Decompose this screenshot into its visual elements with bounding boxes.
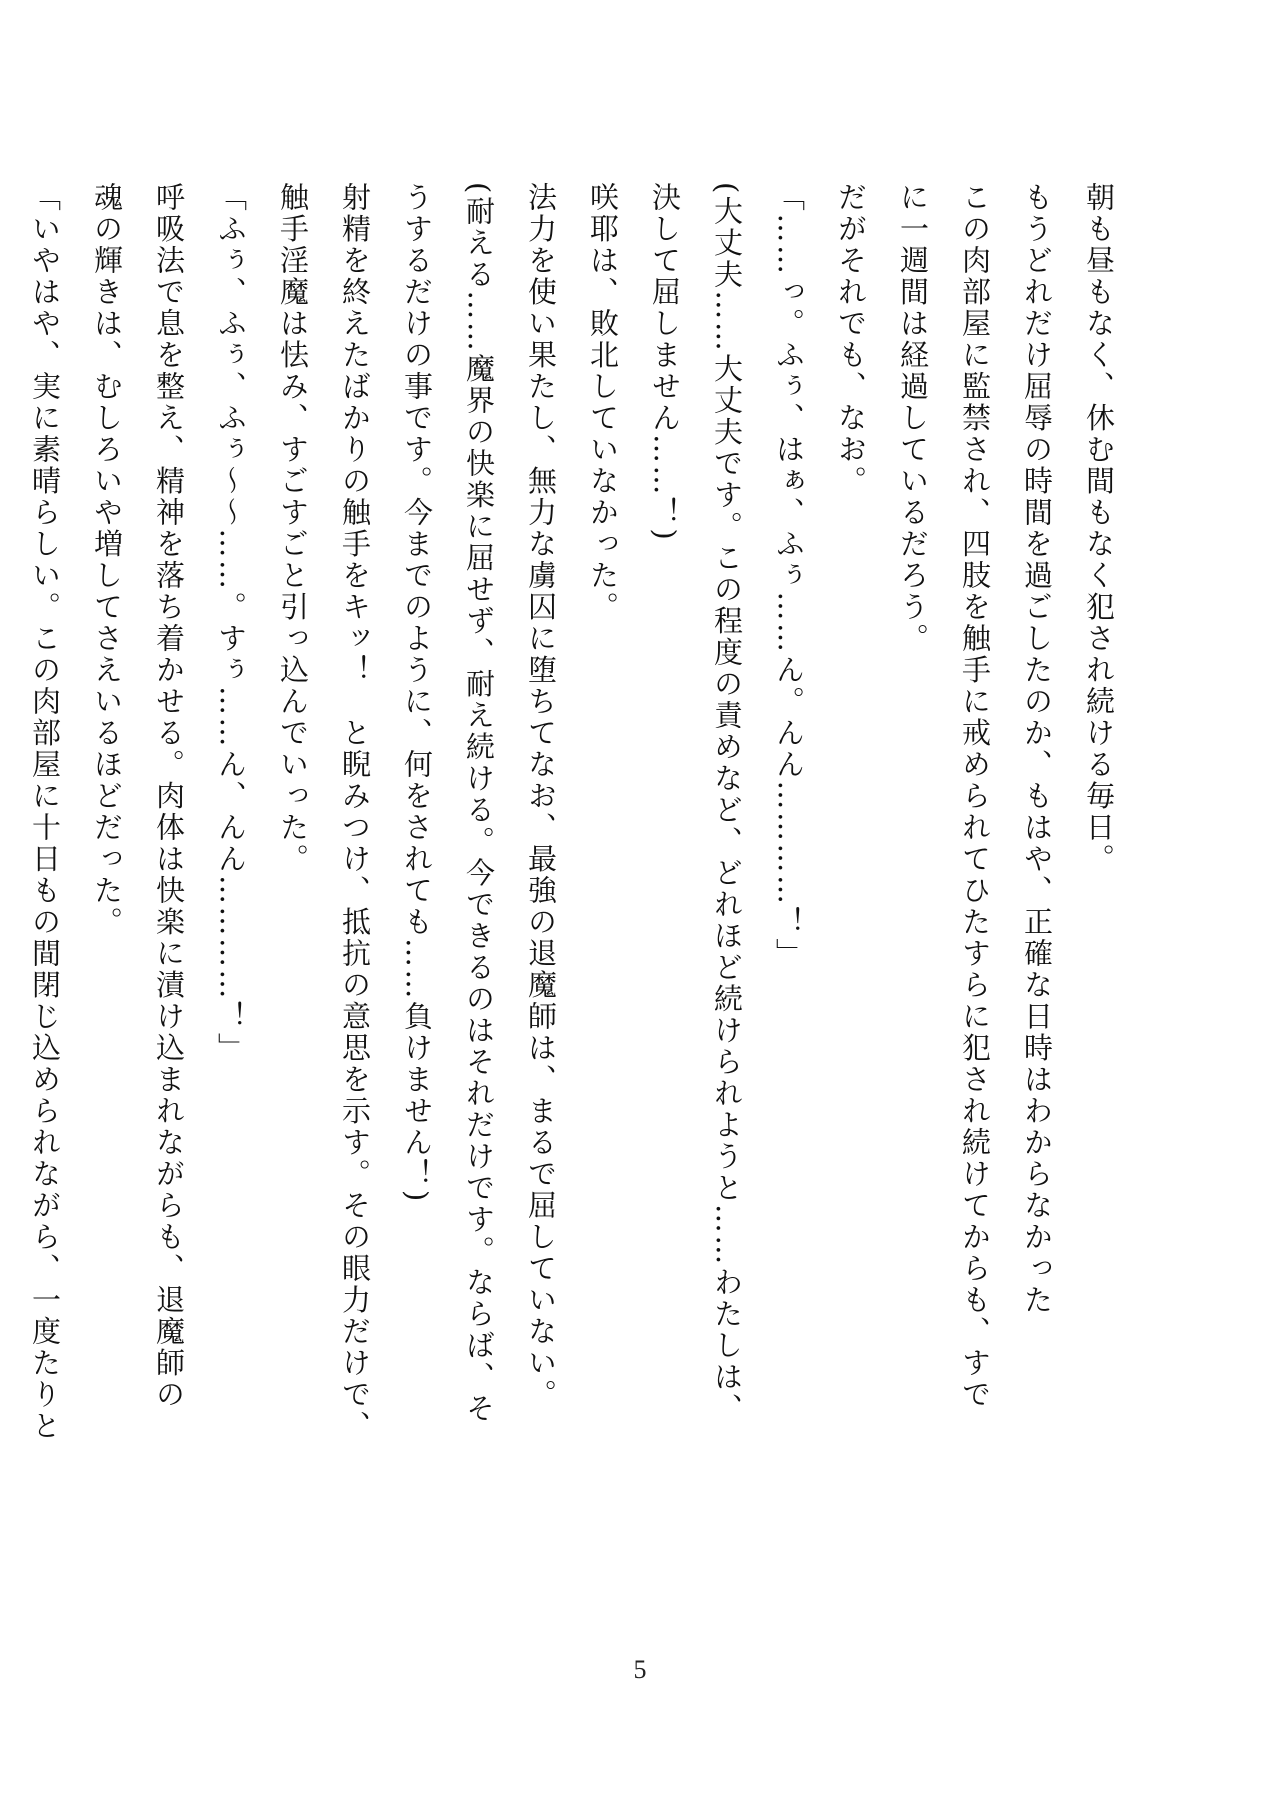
text-line-8: 決して屈しません……！) xyxy=(648,182,682,543)
text-line-15: 「ふぅ、ふぅ、ふぅ〜〜……。すぅ……ん、んん…………！」 xyxy=(214,182,248,1064)
text-line-12: うするだけの事です。今までのように、何をされても……負けません！) xyxy=(400,182,434,1204)
text-line-9: 咲耶は、敗北していなかった。 xyxy=(586,182,620,623)
text-line-3: この肉部屋に監禁され、四肢を触手に戒められてひたすらに犯され続けてからも、すで xyxy=(958,182,992,1411)
text-line-2: もうどれだけ屈辱の時間を過ごしたのか、もはや、正確な日時はわからなかった xyxy=(1020,182,1054,1316)
text-line-17: 魂の輝きは、むしろいや増してさえいるほどだった。 xyxy=(90,182,124,938)
text-line-4: に一週間は経過しているだろう。 xyxy=(896,182,930,655)
text-line-5: だがそれでも、なお。 xyxy=(834,182,868,497)
page-number: 5 xyxy=(633,1655,647,1684)
text-line-11: (耐える……魔界の快楽に屈せず、耐え続ける。今できるのはそれだけです。ならば、そ xyxy=(462,182,496,1425)
text-line-7: (大丈夫……大丈夫です。この程度の責めなど、どれほど続けられようと……わたしは、 xyxy=(710,182,744,1425)
text-line-1: 朝も昼もなく、休む間もなく犯され続ける毎日。 xyxy=(1082,182,1116,875)
text-line-13: 射精を終えたばかりの触手をキッ！ と睨みつけ、抵抗の意思を示す。その眼力だけで、 xyxy=(338,182,372,1442)
text-line-18: 「いやはや、実に素晴らしい。この肉部屋に十日もの間閉じ込められながら、一度たりと xyxy=(28,182,62,1442)
text-line-10: 法力を使い果たし、無力な虜囚に堕ちてなお、最強の退魔師は、まるで屈していない。 xyxy=(524,182,558,1411)
text-line-14: 触手淫魔は怯み、すごすごと引っ込んでいった。 xyxy=(276,182,310,875)
vertical-text-body xyxy=(28,182,1130,1557)
text-line-16: 呼吸法で息を整え、精神を落ち着かせる。肉体は快楽に漬け込まれながらも、退魔師の xyxy=(152,182,186,1411)
text-line-6: 「……っ。ふぅ、はぁ、ふぅ……ん。んん…………！」 xyxy=(772,182,806,970)
